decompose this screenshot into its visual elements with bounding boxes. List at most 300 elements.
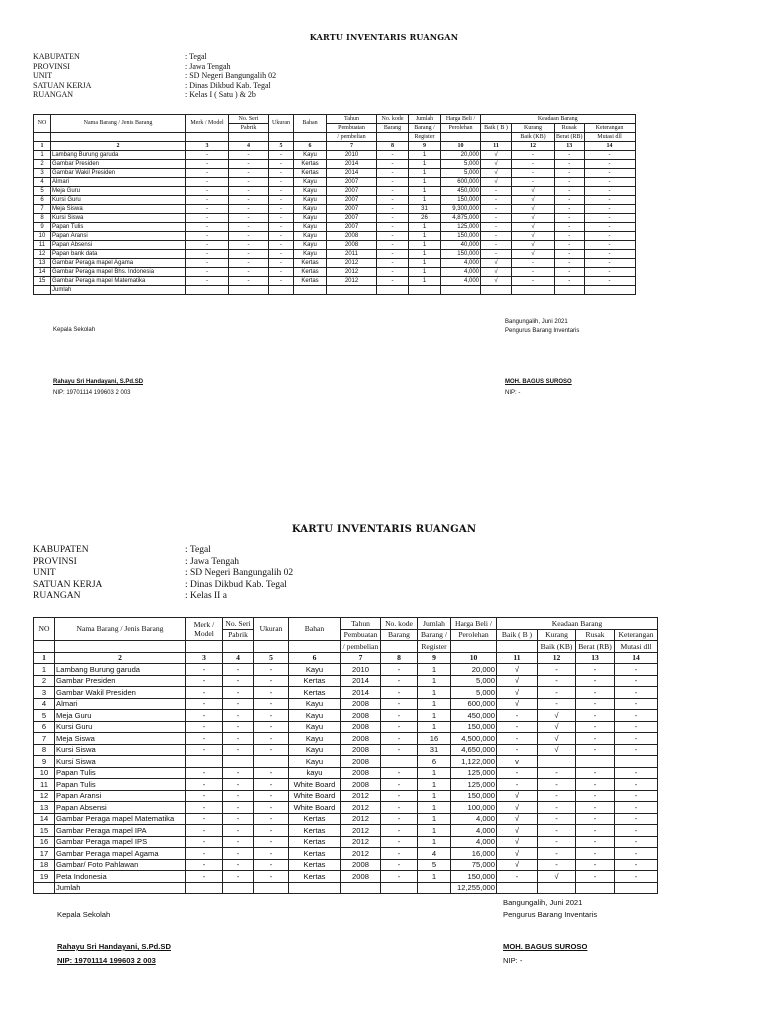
header-sub [269, 133, 294, 142]
table-cell: - [186, 779, 223, 791]
table-cell: - [223, 675, 254, 687]
table-cell: White Board [289, 790, 341, 802]
total-value [441, 286, 481, 295]
table-cell: √ [512, 196, 555, 205]
table-cell: 11 [34, 779, 55, 791]
table-row [34, 232, 636, 241]
table-cell: 2008 [341, 733, 381, 745]
table-cell: 4,000 [451, 836, 497, 848]
table-cell: - [223, 859, 254, 871]
table-cell: - [576, 825, 615, 837]
table-cell: 14 [34, 813, 55, 825]
table-cell: - [229, 250, 269, 259]
table-cell: - [377, 196, 409, 205]
table-cell [269, 286, 294, 295]
table-cell: 3 [34, 169, 51, 178]
table-cell: 2012 [327, 268, 377, 277]
table-body [34, 664, 658, 894]
table-cell: - [377, 277, 409, 286]
table-cell: 2008 [341, 767, 381, 779]
table-cell: Kayu [294, 223, 327, 232]
principal-name: Rahayu Sri Handayani, S.Pd.SD [57, 942, 171, 951]
table-cell: 1 [409, 223, 441, 232]
table-cell: Kayu [289, 721, 341, 733]
table-cell: Kertas [294, 259, 327, 268]
table-cell: 19 [34, 871, 55, 883]
info-label: RUANGAN [33, 591, 81, 602]
table-cell: 13 [34, 802, 55, 814]
table-cell: - [497, 767, 538, 779]
table-cell: - [186, 205, 229, 214]
table-cell: - [576, 779, 615, 791]
inventory-table [33, 617, 658, 894]
table-cell: - [186, 744, 223, 756]
header-kurang: Kurang [538, 629, 576, 641]
table-cell: 1 [418, 698, 451, 710]
table-cell: - [186, 848, 223, 860]
table-cell: 2008 [327, 232, 377, 241]
table-cell: - [186, 178, 229, 187]
table-cell: - [584, 241, 635, 250]
table-cell: √ [538, 733, 576, 745]
header-sub [451, 641, 497, 653]
table-cell: 1 [409, 277, 441, 286]
table-cell: - [223, 848, 254, 860]
table-cell: 5,000 [441, 169, 481, 178]
table-cell: √ [481, 169, 512, 178]
table-cell: 26 [409, 214, 441, 223]
column-number: 14 [615, 652, 658, 664]
table-cell: - [269, 196, 294, 205]
table-cell: - [229, 169, 269, 178]
info-label: SATUAN KERJA [33, 579, 103, 590]
table-cell: √ [481, 277, 512, 286]
table-cell: 6 [34, 196, 51, 205]
table-cell: - [229, 151, 269, 160]
total-row [34, 882, 658, 894]
table-cell: 1 [418, 813, 451, 825]
table-cell: √ [538, 721, 576, 733]
header-merk: Merk / Model [186, 618, 223, 641]
info-row [33, 557, 293, 569]
header-tahun: Tahun [327, 115, 377, 124]
table-cell: - [186, 250, 229, 259]
table-row [34, 178, 636, 187]
header-sub: Baik (KB) [512, 133, 555, 142]
table-cell: - [229, 241, 269, 250]
header-sub [34, 133, 51, 142]
table-cell: - [269, 268, 294, 277]
table-cell: - [229, 277, 269, 286]
info-value: : SD Negeri Bangungalih 02 [185, 71, 277, 81]
table-cell: - [555, 196, 585, 205]
table-cell: - [254, 813, 289, 825]
table-cell: - [269, 151, 294, 160]
table-cell: - [555, 250, 585, 259]
card-info [33, 52, 276, 100]
table-cell [584, 286, 635, 295]
table-cell: - [229, 223, 269, 232]
table-cell: - [223, 836, 254, 848]
table-cell: 1,122,000 [451, 756, 497, 768]
table-cell: - [576, 721, 615, 733]
table-cell: - [186, 151, 229, 160]
table-cell: - [186, 721, 223, 733]
table-cell: - [576, 744, 615, 756]
header-sub: / pembelian [327, 133, 377, 142]
table-cell: Peta Indonesia [55, 871, 186, 883]
table-cell: - [615, 871, 658, 883]
table-cell: - [538, 664, 576, 676]
table-cell: - [512, 259, 555, 268]
table-cell: 2010 [341, 664, 381, 676]
table-cell: 1 [409, 187, 441, 196]
table-cell: - [269, 214, 294, 223]
table-cell: - [497, 710, 538, 722]
table-cell: - [186, 698, 223, 710]
table-cell: - [381, 836, 418, 848]
table-cell: - [254, 825, 289, 837]
table-cell: - [223, 871, 254, 883]
table-cell: Kertas [294, 268, 327, 277]
header-barang-reg: Barang / [418, 629, 451, 641]
table-cell: - [555, 259, 585, 268]
table-cell [576, 882, 615, 894]
info-value: : Jawa Tengah [185, 556, 240, 567]
table-cell: 16 [34, 836, 55, 848]
header-sub: Register [409, 133, 441, 142]
table-cell: 75,000 [451, 859, 497, 871]
table-cell: 1 [409, 241, 441, 250]
header-baik: Baik ( B ) [481, 124, 512, 133]
table-cell: - [254, 848, 289, 860]
table-row [34, 813, 658, 825]
table-cell: - [538, 675, 576, 687]
total-row [34, 286, 636, 295]
table-cell: 13 [34, 259, 51, 268]
table-cell: 6 [418, 756, 451, 768]
info-label: UNIT [33, 71, 53, 81]
header-ukuran: Ukuran [254, 618, 289, 641]
table-cell [254, 756, 289, 768]
table-cell [186, 286, 229, 295]
place-date: Bangungalih, Juni 2021 [503, 898, 583, 907]
table-cell: Gambar/ Foto Pahlawan [55, 859, 186, 871]
table-cell: Kertas [294, 277, 327, 286]
table-cell: - [576, 848, 615, 860]
table-cell: - [497, 744, 538, 756]
table-cell: 2008 [341, 710, 381, 722]
table-cell: - [254, 721, 289, 733]
table-cell: - [584, 151, 635, 160]
table-cell: - [254, 710, 289, 722]
table-cell [34, 882, 55, 894]
table-cell: - [538, 790, 576, 802]
table-cell: - [254, 836, 289, 848]
table-cell: Lambang Burung garuda [51, 151, 186, 160]
table-cell: 16 [418, 733, 451, 745]
table-cell: 4,500,000 [451, 733, 497, 745]
table-cell: Kayu [294, 232, 327, 241]
table-cell [223, 882, 254, 894]
table-row [34, 259, 636, 268]
table-cell: Kertas [289, 687, 341, 699]
table-row [34, 710, 658, 722]
table-cell: - [555, 277, 585, 286]
info-row [33, 568, 293, 580]
info-row [33, 71, 276, 81]
table-cell: 1 [409, 196, 441, 205]
table-cell: Kayu [294, 214, 327, 223]
table-cell: - [576, 836, 615, 848]
table-cell: - [497, 721, 538, 733]
card-title: KARTU INVENTARIS RUANGAN [309, 32, 459, 42]
table-cell: - [269, 160, 294, 169]
table-row [34, 277, 636, 286]
column-number: 13 [576, 652, 615, 664]
table-cell: - [377, 160, 409, 169]
table-cell: 1 [409, 169, 441, 178]
table-cell: - [381, 744, 418, 756]
table-cell: - [223, 767, 254, 779]
table-cell: - [229, 268, 269, 277]
table-cell [512, 286, 555, 295]
table-cell: White Board [289, 779, 341, 791]
header-sub [497, 641, 538, 653]
table-cell: - [377, 169, 409, 178]
table-cell: - [229, 196, 269, 205]
table-cell: - [615, 790, 658, 802]
table-cell: 2008 [341, 721, 381, 733]
column-number: 1 [34, 142, 51, 151]
table-cell: 9,300,000 [441, 205, 481, 214]
table-cell: 5 [418, 859, 451, 871]
table-row [34, 223, 636, 232]
table-cell: - [512, 169, 555, 178]
custodian-name: MOH. BAGUS SUROSO [505, 379, 572, 385]
table-cell: 450,000 [441, 187, 481, 196]
table-cell: 1 [34, 151, 51, 160]
table-cell: 4,650,000 [451, 744, 497, 756]
table-cell: Kertas [289, 813, 341, 825]
table-cell: √ [497, 664, 538, 676]
table-cell: - [381, 710, 418, 722]
table-row [34, 675, 658, 687]
table-cell: kayu [289, 767, 341, 779]
table-cell: 31 [418, 744, 451, 756]
table-cell: - [223, 802, 254, 814]
table-cell: - [223, 687, 254, 699]
table-cell: - [555, 205, 585, 214]
table-cell [341, 882, 381, 894]
table-cell: - [576, 687, 615, 699]
table-cell: - [269, 205, 294, 214]
table-cell: - [584, 250, 635, 259]
table-cell: - [584, 268, 635, 277]
table-cell: - [615, 836, 658, 848]
table-row [34, 767, 658, 779]
table-cell: Meja Guru [51, 187, 186, 196]
table-cell: 10 [34, 767, 55, 779]
table-cell: 8 [34, 214, 51, 223]
table-cell: Gambar Peraga mapel Matematika [55, 813, 186, 825]
header-merk: Merk / Model [186, 115, 229, 133]
table-cell: - [186, 871, 223, 883]
table-cell: - [512, 277, 555, 286]
table-cell: Kayu [294, 241, 327, 250]
header-barang-reg: Barang / [409, 124, 441, 133]
table-cell: √ [481, 268, 512, 277]
table-cell: 1 [409, 160, 441, 169]
table-cell: - [186, 160, 229, 169]
info-label: PROVINSI [33, 61, 70, 71]
header-nokode: No. kode [377, 115, 409, 124]
table-cell: 1 [409, 151, 441, 160]
table-cell: - [381, 733, 418, 745]
header-harga: Harga Beli / [441, 115, 481, 124]
table-cell: - [555, 214, 585, 223]
table-cell: Gambar Peraga mapel Agama [51, 259, 186, 268]
table-cell: √ [481, 259, 512, 268]
table-cell: - [576, 790, 615, 802]
header-sub: Register [418, 641, 451, 653]
table-cell: - [555, 160, 585, 169]
table-cell: - [186, 223, 229, 232]
header-sub: Baik (KB) [538, 641, 576, 653]
table-cell: - [223, 744, 254, 756]
table-cell: - [223, 721, 254, 733]
table-cell: - [615, 813, 658, 825]
table-cell: √ [512, 205, 555, 214]
header-sub [254, 641, 289, 653]
table-cell: 125,000 [451, 779, 497, 791]
column-number: 11 [497, 652, 538, 664]
table-cell: - [381, 871, 418, 883]
table-cell: 15 [34, 825, 55, 837]
table-cell: - [538, 779, 576, 791]
table-cell: Kayu [289, 756, 341, 768]
table-cell: 2014 [341, 687, 381, 699]
table-cell [327, 286, 377, 295]
table-cell: - [576, 813, 615, 825]
header-pembuatan: Pembuatan [327, 124, 377, 133]
table-cell: - [381, 813, 418, 825]
table-cell: - [381, 790, 418, 802]
table-cell: Lambang Burung garuda [55, 664, 186, 676]
table-cell: 1 [409, 259, 441, 268]
table-cell: - [555, 151, 585, 160]
table-row [34, 836, 658, 848]
table-cell: - [186, 813, 223, 825]
table-cell: Kayu [294, 205, 327, 214]
header-rusak: Rusak [555, 124, 585, 133]
header-sub [481, 133, 512, 142]
column-number: 8 [377, 142, 409, 151]
table-cell: √ [497, 813, 538, 825]
table-cell: - [576, 802, 615, 814]
table-cell: - [269, 277, 294, 286]
table-cell: Kayu [294, 187, 327, 196]
table-cell: - [538, 813, 576, 825]
principal-nip: NIP: 19701114 199603 2 003 [57, 956, 156, 965]
header-bahan: Bahan [294, 115, 327, 133]
table-cell: 4 [418, 848, 451, 860]
info-value: : Kelas I ( Satu ) & 2b [185, 90, 256, 100]
table-cell: 2014 [327, 169, 377, 178]
table-cell: 2 [34, 675, 55, 687]
table-cell: - [381, 779, 418, 791]
table-cell: - [254, 859, 289, 871]
header-keterangan: Keterangan [615, 629, 658, 641]
table-cell [481, 286, 512, 295]
table-cell: - [576, 698, 615, 710]
table-cell: 2008 [341, 779, 381, 791]
table-row [34, 721, 658, 733]
total-value: 12,255,000 [451, 882, 497, 894]
principal-nip: NIP: 19701114 199603 2 003 [53, 390, 131, 396]
table-cell: Almari [51, 178, 186, 187]
table-cell: 20,000 [451, 664, 497, 676]
table-row [34, 169, 636, 178]
header-sub: Mutasi dll [584, 133, 635, 142]
table-cell: 5,000 [451, 675, 497, 687]
table-cell: - [481, 250, 512, 259]
table-cell: - [254, 767, 289, 779]
table-cell [294, 286, 327, 295]
table-cell: - [381, 698, 418, 710]
table-cell: - [381, 675, 418, 687]
table-cell: - [186, 196, 229, 205]
table-cell: 7 [34, 733, 55, 745]
table-cell [615, 756, 658, 768]
table-cell: White Board [289, 802, 341, 814]
info-value: : Dinas Dikbud Kab. Tegal [185, 579, 287, 590]
table-cell: - [269, 223, 294, 232]
table-cell: 2012 [327, 277, 377, 286]
table-cell: 5,000 [451, 687, 497, 699]
info-label: KABUPATEN [33, 545, 89, 555]
table-cell: - [615, 687, 658, 699]
column-number: 8 [381, 652, 418, 664]
table-cell: Gambar Peraga mapel Bhs. Indonesia [51, 268, 186, 277]
table-cell: - [555, 223, 585, 232]
table-cell: - [186, 675, 223, 687]
table-cell: - [481, 232, 512, 241]
table-cell: - [584, 187, 635, 196]
table-cell: - [254, 790, 289, 802]
header-sub: Berat (RB) [576, 641, 615, 653]
table-cell: - [576, 710, 615, 722]
table-cell: 150,000 [441, 196, 481, 205]
table-cell: 1 [418, 721, 451, 733]
column-number: 11 [481, 142, 512, 151]
table-cell [186, 756, 223, 768]
table-cell: 15 [34, 277, 51, 286]
column-number: 13 [555, 142, 585, 151]
table-cell: - [584, 232, 635, 241]
table-cell: 9 [34, 756, 55, 768]
table-cell: - [186, 187, 229, 196]
table-cell: - [584, 277, 635, 286]
table-cell: - [381, 802, 418, 814]
table-cell: - [186, 664, 223, 676]
column-number: 12 [538, 652, 576, 664]
table-cell: Kayu [289, 698, 341, 710]
table-cell [381, 882, 418, 894]
table-cell: Kertas [294, 160, 327, 169]
table-cell: Papan Tulis [55, 779, 186, 791]
table-cell: 8 [34, 744, 55, 756]
